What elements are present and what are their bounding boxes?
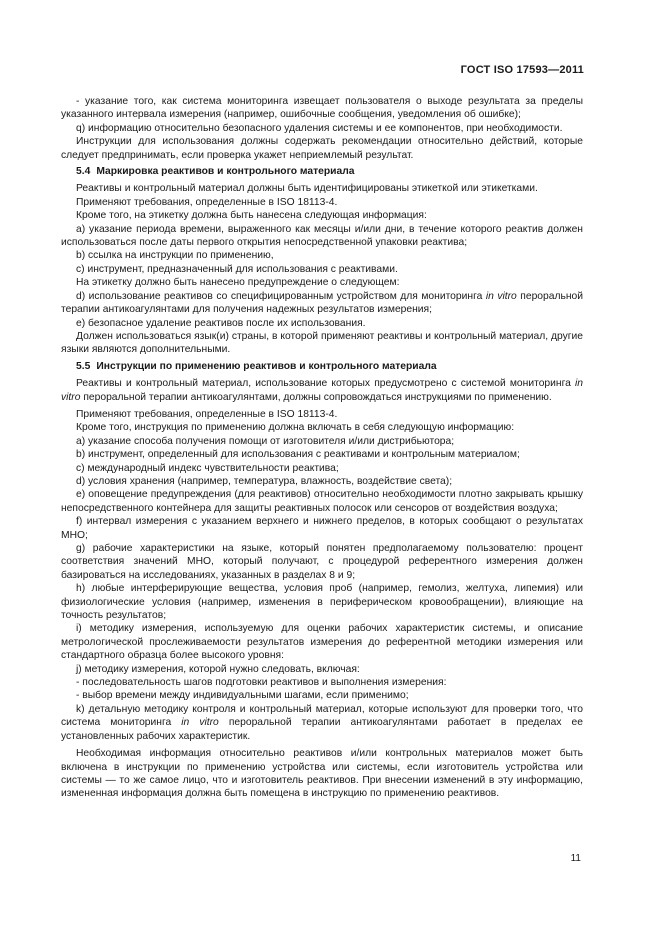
section-title: Инструкции по применению реактивов и контрольного материала (96, 360, 437, 372)
paragraph: a) указание периода времени, выраженного как месяцы и/или дни, в течение которого реактив должен использоваться после даты первого открытия непосредственной упаковки реактива; (61, 223, 583, 249)
section-title: Маркировка реактивов и контрольного материала (96, 166, 355, 178)
paragraph: b) инструмент, определенный для использования с реактивами и контрольным материалом; (76, 449, 520, 461)
paragraph (61, 290, 583, 317)
section-number: 5.4 (76, 166, 91, 178)
paragraph: Применяют требования, определенные в ISO 18113-4. (76, 196, 338, 208)
page-number: 11 (570, 853, 581, 864)
paragraph-text: пероральной терапии антикоагулянтами работает в пределах ее установленных рабочих характеристик. (61, 717, 584, 742)
paragraph: i) методику измерения, используемую для оценки рабочих характеристик системы, и описание метрологической прослеживаемости результатов измерения до референтной методики измерения или стандартного образца более высокого уровня: (61, 623, 583, 662)
paragraph: Необходимая информация относительно реактивов и/или контрольных материалов может быть включена в инструкции по применению устройства или системы, если изготовитель устройства или системы — то же самое лицо, что и изготовитель реактивов. При внесении изменений в эту информацию, измененная информация должна быть помещена в инструкцию по применению реактивов. (61, 748, 583, 800)
paragraph: j) методику измерения, которой нужно следовать, включая: (76, 663, 360, 675)
paragraph: h) любые интерферирующие вещества, условия проб (например, гемолиз, желтуха, липемия) или физиологические условия (например, изменения в периферическом кровообращении), влияющие на точность результатов; (61, 583, 583, 622)
section-heading (61, 357, 583, 377)
body-text (61, 95, 583, 801)
section-number: 5.5 (76, 360, 91, 372)
paragraph: Инструкции для использования должны содержать рекомендации относительно действий, которые следует предпринимать, если проверка укажет неприемлемый результат. (61, 136, 583, 161)
paragraph-text: пероральной терапии антикоагулянтами, должны сопровождаться инструкциями по применению. (80, 391, 552, 403)
paragraph: c) международный индекс чувствительности реактива; (76, 462, 339, 474)
paragraph: b) ссылка на инструкции по применению, (76, 250, 274, 262)
paragraph (61, 377, 583, 404)
italic-term: in vitro (61, 378, 583, 403)
paragraph-text: пероральной терапии антикоагулянтами для получения надежных результатов измерения; (61, 290, 584, 316)
paragraph: e) оповещение предупреждения (для реактивов) относительно необходимости плотно закрывать крышку непосредственного контейнера для защиты реактивных полосок или сенсоров от воздействия воздуха; (61, 489, 583, 514)
paragraph: На этикетку должно быть нанесено предупреждение о следующем: (76, 277, 400, 289)
italic-term: in vitro (181, 717, 219, 729)
paragraph: - выбор времени между индивидуальными шагами, если применимо; (76, 690, 409, 702)
paragraph: Кроме того, инструкция по применению должна включать в себя следующую информацию: (76, 422, 515, 434)
paragraph: g) рабочие характеристики на языке, который понятен предполагаемому пользователю: процент соответствия значений МНО, который получают, с процедурой референтного измерения должен базироваться на исследованиях, указанных в разделах 8 и 9; (61, 543, 583, 581)
paragraph: - указание того, как система мониторинга извещает пользователя о выходе результата за пределы указанного интервала измерения (например, ошибочные сообщения, уведомления об ошибке); (61, 96, 583, 121)
paragraph: d) условия хранения (например, температура, влажность, воздействие света); (76, 475, 453, 487)
paragraph: q) информацию относительно безопасного удаления системы и ее компонентов, при необходимости. (76, 122, 563, 134)
paragraph: Кроме того, на этикетку должна быть нанесена следующая информация: (76, 210, 427, 222)
paragraph-text: Реактивы и контрольный материал, использование которых предусмотрено с системой мониторинга (76, 378, 575, 390)
italic-term: in vitro (485, 290, 517, 302)
paragraph: - последовательность шагов подготовки реактивов и выполнения измерения: (76, 677, 447, 689)
paragraph (61, 703, 583, 743)
paragraph: Применяют требования, определенные в ISO 18113-4. (76, 408, 338, 420)
paragraph: c) инструмент, предназначенный для использования с реактивами. (76, 263, 398, 275)
section-heading (61, 162, 583, 182)
paragraph: Должен использоваться язык(и) страны, в которой применяют реактивы и контрольный материал, другие языки являются дополнительными. (61, 330, 583, 356)
paragraph-text: k) детальную методику контроля и контрольный материал, которые используют для проверки того, что система мониторинга (61, 703, 583, 729)
paragraph: Реактивы и контрольный материал должны быть идентифицированы этикеткой или этикетками. (76, 183, 538, 195)
paragraph-text: d) использование реактивов со специфицированным устройством для мониторинга (76, 290, 486, 302)
paragraph: a) указание способа получения помощи от изготовителя и/или дистрибьютора; (76, 435, 455, 447)
paragraph: e) безопасное удаление реактивов после их использования. (76, 317, 366, 329)
paragraph: f) интервал измерения с указанием верхнего и нижнего пределов, в которых сообщают о результатах МНО; (61, 516, 583, 541)
standard-designation: ГОСТ ISO 17593—2011 (460, 64, 584, 76)
